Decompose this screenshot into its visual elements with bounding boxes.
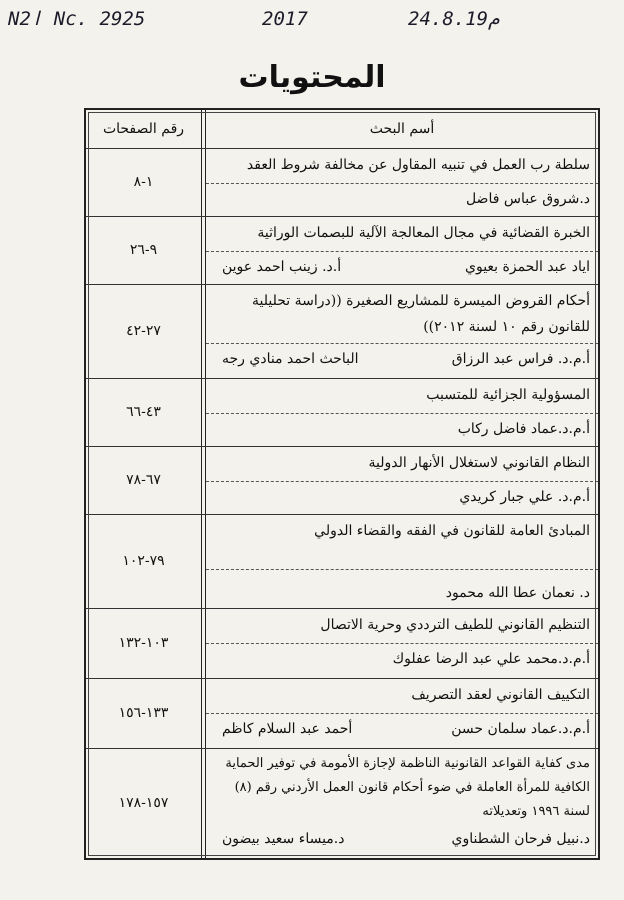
page-range: ٧٩-١٠٢ (122, 553, 165, 569)
page-range: ٢٧-٤٢ (126, 323, 161, 339)
page-range: ٤٣-٦٦ (126, 404, 161, 420)
table-row (86, 284, 598, 379)
author-name: أ.م.د. فراس عبد الرزاق (451, 351, 590, 367)
author-line (206, 186, 598, 214)
author-name: د.ميساء سعيد بيضون (222, 831, 345, 847)
research-title: المبادئ العامة للقانون في الفقه والقضاء الدولي (206, 514, 598, 570)
author-name: د.نبيل فرحان الشطناوي (451, 831, 590, 847)
research-title: التكييف القانوني لعقد التصريف (206, 678, 598, 714)
research-title: أحكام القروض الميسرة للمشاريع الصغيرة ((دراسة تحليلية للقانون رقم ١٠ لسنة ٢٠١٢)) (206, 284, 598, 344)
handwritten-reference: Nا2 Nc. 2925 (8, 8, 146, 30)
table-row (86, 678, 598, 749)
author-name: أ.م.د.محمد علي عبد الرضا عفلوك (392, 651, 590, 667)
author-line (206, 646, 598, 676)
author-name: الباحث احمد منادي رجه (222, 351, 359, 367)
research-title: النظام القانوني لاستغلال الأنهار الدولية (206, 446, 598, 482)
author-line (206, 484, 598, 512)
table-row (86, 446, 598, 515)
author-name: أ.م.د.عماد سلمان حسن (451, 721, 590, 737)
author-name: د.شروق عباس فاضل (465, 191, 590, 207)
author-name: أ.د. زينب احمد عوين (222, 259, 342, 275)
author-name: أ.م.د. علي جبار كريدي (459, 489, 590, 505)
page-range: ١٥٧-١٧٨ (118, 795, 169, 811)
author-line (206, 346, 598, 376)
table-row (86, 148, 598, 217)
author-name: أ.م.د.عماد فاضل ركاب (457, 421, 590, 437)
research-title: التنظيم القانوني للطيف الترددي وحرية الاتصال (206, 608, 598, 644)
table-header-row (86, 110, 598, 149)
header-title: أسم البحث (369, 121, 435, 137)
page-range: ٦٧-٧٨ (126, 472, 161, 488)
table-row (86, 748, 598, 858)
table-row (86, 378, 598, 447)
table-row (86, 608, 598, 679)
contents-table (84, 108, 600, 860)
research-title: المسؤولية الجزائية للمتسبب (206, 378, 598, 414)
author-line (206, 716, 598, 746)
research-title: سلطة رب العمل في تنبيه المقاول عن مخالفة شروط العقد (206, 148, 598, 184)
page-range: ٩-٢٦ (129, 242, 158, 258)
author-line (206, 254, 598, 282)
page-range: ١٠٣-١٣٢ (118, 635, 169, 651)
header-pages: رقم الصفحات (102, 121, 185, 137)
page-range: ١٣٣-١٥٦ (118, 705, 169, 721)
page-title: المحتويات (238, 60, 386, 95)
table-row (86, 216, 598, 285)
author-name: أحمد عبد السلام كاظم (222, 721, 353, 737)
author-name: اياد عبد الحمزة بعيوي (465, 259, 590, 275)
author-line (206, 826, 598, 856)
page-range: ١-٨ (133, 174, 154, 190)
table-row (86, 514, 598, 609)
handwritten-date: 24.8.19م (408, 8, 500, 30)
research-title: الخبرة القضائية في مجال المعالجة الآلية للبصمات الوراثية (206, 216, 598, 252)
handwritten-year: 2017 (262, 8, 308, 30)
research-title: مدى كفاية القواعد القانونية الناظمة لإجازة الأمومة في توفير الحماية الكافية للمرأة العاملة في ضوء أحكام قانون العمل الأردني رقم (٨) لسنة ١٩٩٦ وتعديلاته (225, 756, 590, 819)
author-line (206, 416, 598, 444)
author-name: د. نعمان عطا الله محمود (445, 585, 590, 601)
author-line (206, 580, 598, 608)
